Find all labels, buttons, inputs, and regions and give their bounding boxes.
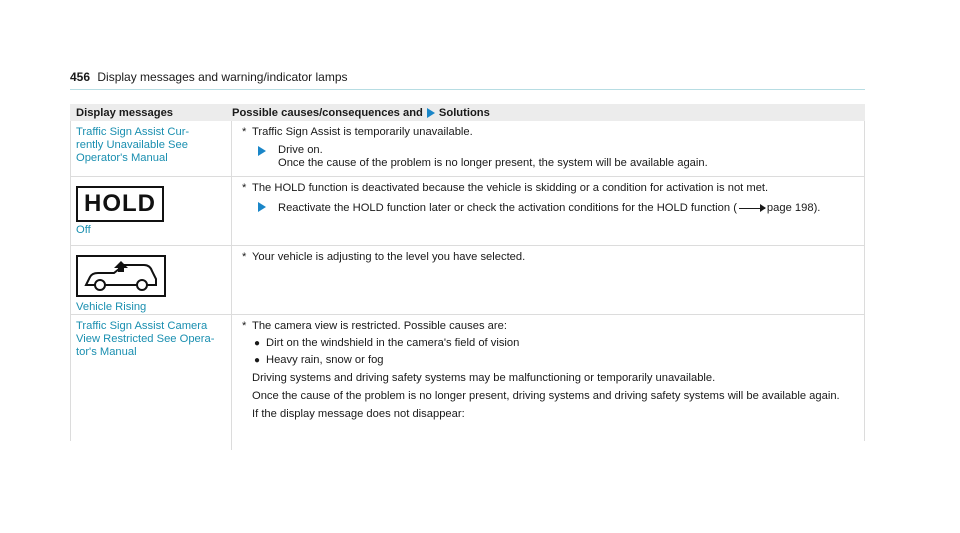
step-text: Reactivate the HOLD function later or check the activation conditions for the HOLD function ( [278, 201, 737, 214]
table-row [70, 121, 865, 177]
step-arrow-icon [258, 202, 266, 212]
list-item: ● Dirt on the windshield in the camera's field of vision [254, 337, 520, 349]
table-row [70, 315, 865, 450]
message-details: * The HOLD function is deactivated because the vehicle is skidding or a condition for activation is not met. Reactivate the HOLD function later or check the activation conditions for the HOLD function ( page 198). [232, 177, 865, 245]
hold-icon: HOLD [76, 186, 164, 222]
solution-arrow-icon [427, 108, 435, 118]
message-label: Traffic Sign Assist Cur- rently Unavailable See Operator's Manual [70, 121, 232, 176]
message-label: HOLD Off [70, 177, 232, 245]
message-details: * Your vehicle is adjusting to the level you have selected. [242, 251, 526, 263]
col-header-causes: Possible causes/consequences and Solutions [232, 106, 490, 119]
cause-text: Traffic Sign Assist is temporarily unavailable. [252, 126, 473, 138]
solution-step [258, 200, 859, 216]
table-row [70, 177, 865, 246]
page-reference-link[interactable]: page 198). [766, 201, 821, 214]
table-header [70, 104, 865, 121]
table-row [70, 246, 865, 315]
page-header [70, 70, 348, 84]
paragraph: If the display message does not disappear: [252, 408, 465, 420]
message-label: Vehicle Rising [70, 246, 232, 314]
solution-step [258, 144, 859, 170]
message-details: * The camera view is restricted. Possible causes are: ● Dirt on the windshield in the camera's field of vision ● Heavy rain, snow or fog Driving systems and driving safety systems may be malfunctioning or temporarily unavailable. Once the cause of the problem is no longer present, driving systems and driving safety systems will be available again. If the display message does not disappear: [232, 315, 865, 450]
paragraph: Once the cause of the problem is no longer present, driving systems and driving safety systems will be available again. [252, 390, 840, 402]
message-details: * Traffic Sign Assist is temporarily unavailable. Drive on. Once the cause of the problem is no longer present, the system will be available again. [232, 121, 865, 176]
step-text: Once the cause of the problem is no longer present, the system will be available again. [278, 157, 708, 169]
vehicle-rising-icon [76, 255, 166, 297]
paragraph: Driving systems and driving safety systems may be malfunctioning or temporarily unavailable. [252, 372, 716, 384]
page-number: 456 [70, 70, 91, 84]
step-arrow-icon [258, 146, 266, 156]
header-divider [70, 89, 865, 90]
cause-text: Your vehicle is adjusting to the level you have selected. [252, 251, 526, 263]
list-item: ● Heavy rain, snow or fog [254, 354, 384, 366]
cause-text: The HOLD function is deactivated because the vehicle is skidding or a condition for activation is not met. [252, 182, 769, 194]
messages-table [70, 104, 865, 450]
page-reference-arrow-icon [739, 208, 765, 209]
message-label: Traffic Sign Assist Camera View Restricted See Opera- tor's Manual [70, 315, 232, 450]
step-title: Drive on. [278, 144, 323, 156]
cause-text: The camera view is restricted. Possible causes are: [252, 320, 507, 332]
page-title: Display messages and warning/indicator lamps [97, 70, 348, 84]
col-header-display-messages: Display messages [76, 106, 174, 119]
